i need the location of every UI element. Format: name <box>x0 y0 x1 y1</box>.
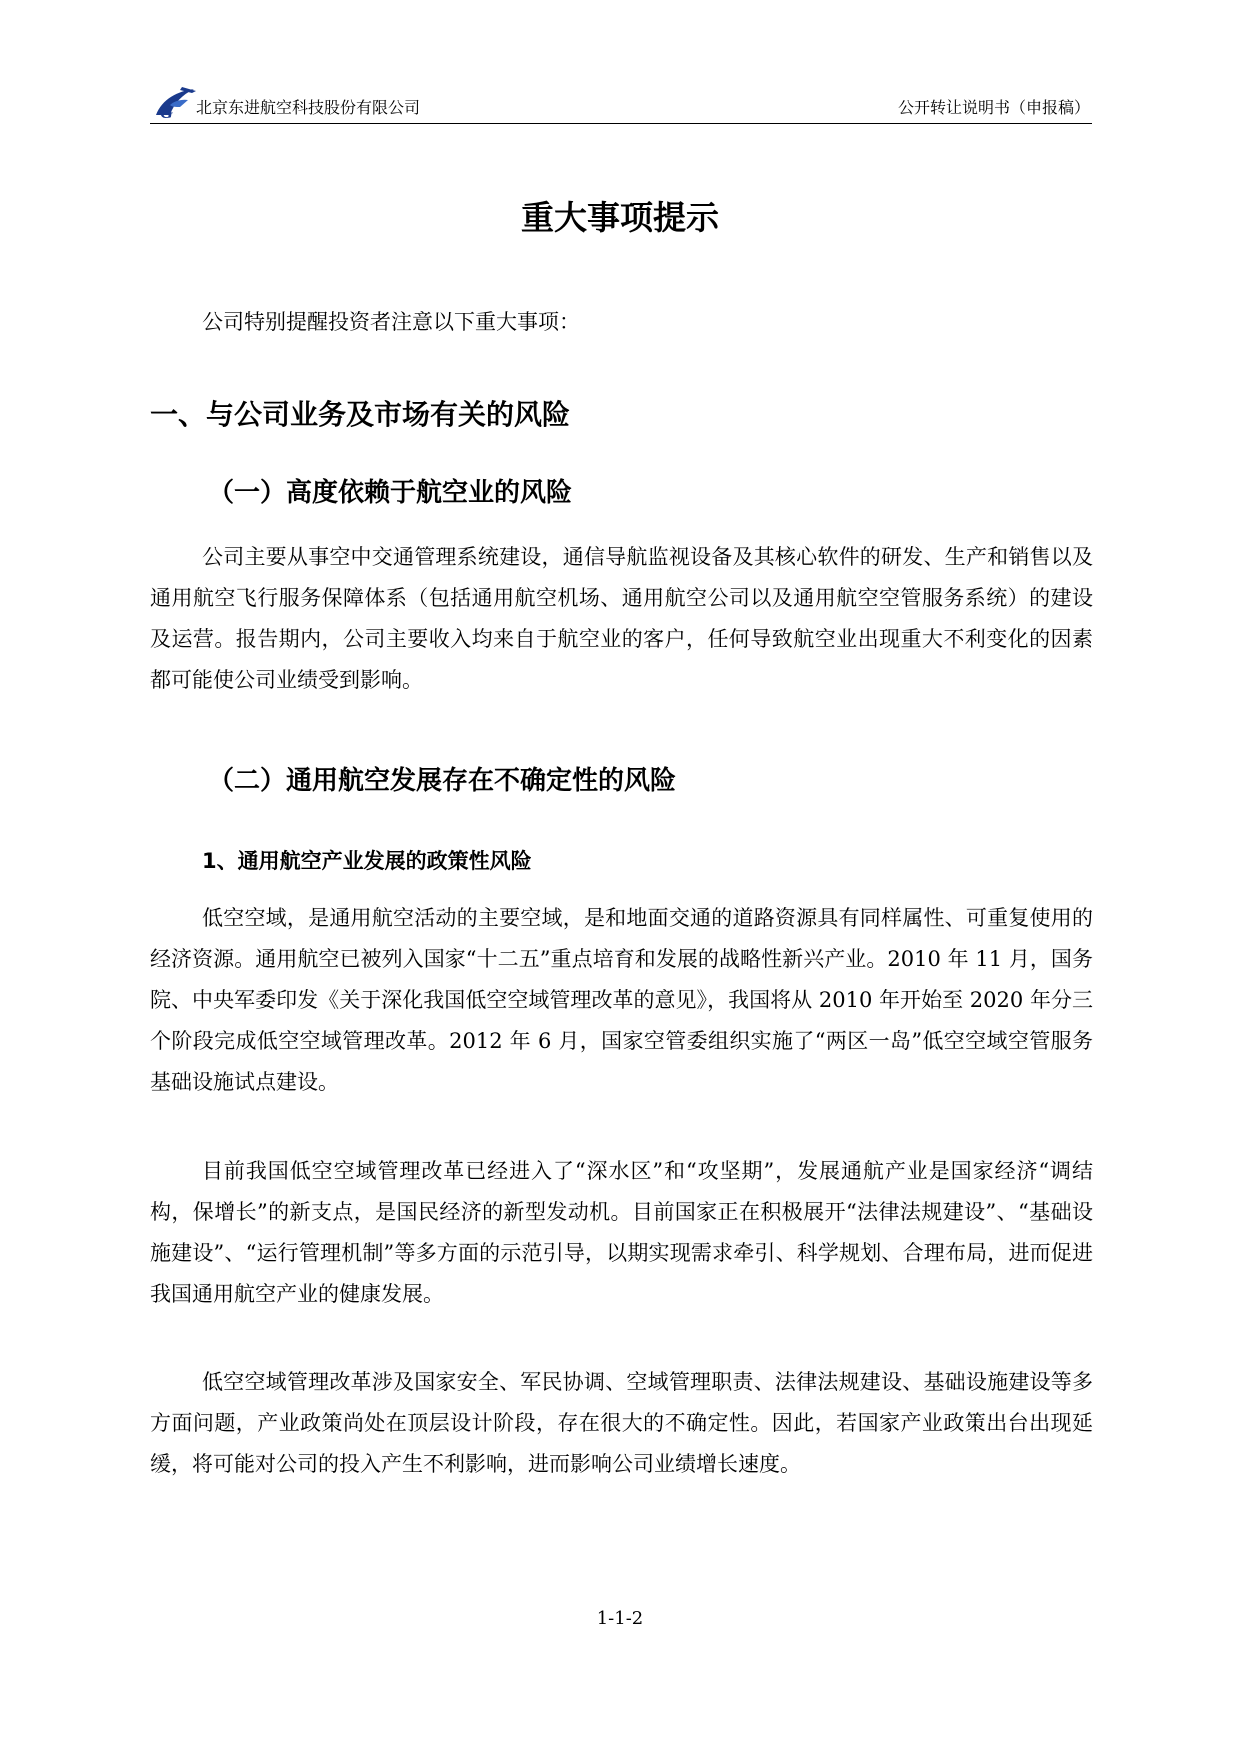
subsection-heading-1: （一）高度依赖于航空业的风险 <box>208 478 573 508</box>
page-number: 1-1-2 <box>596 1608 644 1629</box>
page-title: 重大事项提示 <box>521 198 719 237</box>
item-heading-policy-risk: 1、通用航空产业发展的政策性风险 <box>202 849 532 873</box>
paragraph-reform-progress: 目前我国低空空域管理改革已经进入了“深水区”和“攻坚期”，发展通航产业是国家经济“调结构，保增长”的新支点，是国民经济的新型发动机。目前国家正在积极展开“法律法规建设”、“基础设施建设”、“运行管理机制”等多方面的示范引导，以期实现需求牵引、科学规划、合理布局，进而促进我国通用航空产业的健康发展。 <box>150 1159 1093 1306</box>
paragraph-low-altitude-airspace: 低空空域，是通用航空活动的主要空域，是和地面交通的道路资源具有同样属性、可重复使用的经济资源。通用航空已被列入国家“十二五”重点培育和发展的战略性新兴产业。2010 年 11 月，国务院、中央军委印发《关于深化我国低空空域管理改革的意见》，我国将从 2010 年开始至 2020 年分三个阶段完成低空空域管理改革。2012 年 6 月，国家空管委组织实施了“两区一岛”低空空域空管服务基础设施试点建设。 <box>150 906 1093 1094</box>
svg-text:G: G <box>160 102 173 121</box>
section-heading: 一、与公司业务及市场有关的风险 <box>150 398 571 431</box>
document-type: 公开转让说明书（申报稿） <box>897 98 1090 117</box>
paragraph-aviation-dependency: 公司主要从事空中交通管理系统建设，通信导航监视设备及其核心软件的研发、生产和销售以及通用航空飞行服务保障体系（包括通用航空机场、通用航空公司以及通用航空空管服务系统）的建设及运营。报告期内，公司主要收入均来自于航空业的客户，任何导致航空业出现重大不利变化的因素都可能使公司业绩受到影响。 <box>150 545 1093 692</box>
subsection-heading-2: （二）通用航空发展存在不确定性的风险 <box>208 766 677 796</box>
paragraph-policy-uncertainty: 低空空域管理改革涉及国家安全、军民协调、空域管理职责、法律法规建设、基础设施建设等多方面问题，产业政策尚处在顶层设计阶段，存在很大的不确定性。因此，若国家产业政策出台出现延缓，将可能对公司的投入产生不利影响，进而影响公司业绩增长速度。 <box>150 1370 1093 1476</box>
intro-text: 公司特别提醒投资者注意以下重大事项： <box>202 310 580 334</box>
airplane-logo-icon <box>152 85 198 121</box>
page-header <box>150 85 1092 124</box>
company-name: 北京东进航空科技股份有限公司 <box>196 98 421 117</box>
